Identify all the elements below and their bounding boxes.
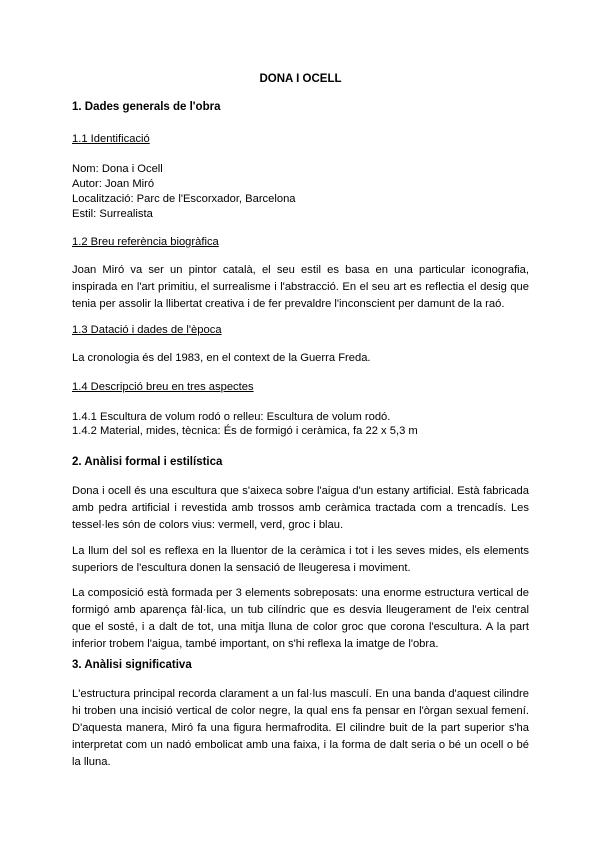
description-item-1: 1.4.1 Escultura de volum rodó o relleu: Escultura de volum rodó.: [72, 411, 391, 423]
field-autor: Autor: Joan Miró: [72, 178, 155, 190]
section-2-heading: 2. Anàlisi formal i estilística: [72, 456, 223, 468]
subsection-1-4-heading: 1.4 Descripció breu en tres aspectes: [72, 381, 254, 393]
document-title: DONA I OCELL: [259, 73, 342, 85]
subsection-1-3-heading: 1.3 Datació i dades de l'època: [72, 324, 222, 336]
formal-analysis-paragraph-2: La llum del sol es reflexa en la lluentor de la ceràmica i tot i les seves mides, els elements superiors de l'escultura donen la sensació de lleugeresa i moviment.: [72, 545, 529, 574]
formal-analysis-paragraph-3: La composició està formada per 3 elements sobreposats: una enorme estructura vertical de formigó amb aparença fàl·lica, un tub cilíndric que es desvia lleugerament de l'eix central que el sosté, i a dalt de tot, una mitja lluna de color groc que corona l'escultura. A la part inferior trobem l'aigua, també important, on s'hi reflexa la imatge de l'obra.: [72, 587, 529, 650]
biography-paragraph: Joan Miró va ser un pintor català, el seu estil es basa en una particular iconografia, inspirada en l'art primitiu, el surrealisme i l'abstracció. En el seu art es reflectia el desig que tenia per assolir la llibertat creativa i de fer prevaldre l'inconscient per damunt de la raó.: [72, 264, 529, 310]
significance-paragraph: L'estructura principal recorda clarament a un fal·lus masculí. En una banda d'aquest cilindre hi troben una incisió vertical de color negre, la qual ens fa pensar en l'òrgan sexual femení. D'aquesta manera, Miró fa una figura hermafrodita. El cilindre buit de la part superior s'ha interpretat com un nadó embolicat amb una faixa, i la forma de dalt seria o bé un ocell o bé la lluna.: [72, 688, 529, 768]
field-localitzacio: Localització: Parc de l'Escorxador, Barcelona: [72, 193, 296, 205]
subsection-1-2-heading: 1.2 Breu referència biogràfica: [72, 236, 219, 248]
formal-analysis-paragraph-1: Dona i ocell és una escultura que s'aixeca sobre l'aigua d'un estany artificial. Està fabricada amb pedra artificial i revestida amb trossos amb ceràmica tractada com a trencadís. Les tessel·les són de colors vius: vermell, verd, groc i blau.: [72, 485, 529, 531]
field-nom: Nom: Dona i Ocell: [72, 163, 163, 175]
dating-text: La cronologia és del 1983, en el context de la Guerra Freda.: [72, 352, 371, 364]
section-3-heading: 3. Anàlisi significativa: [72, 659, 192, 671]
section-1-heading: 1. Dades generals de l'obra: [72, 101, 221, 113]
subsection-1-1-heading: 1.1 Identificació: [72, 133, 150, 145]
field-estil: Estil: Surrealista: [72, 208, 153, 220]
description-item-2: 1.4.2 Material, mides, tècnica: És de formigó i ceràmica, fa 22 x 5,3 m: [72, 425, 418, 437]
